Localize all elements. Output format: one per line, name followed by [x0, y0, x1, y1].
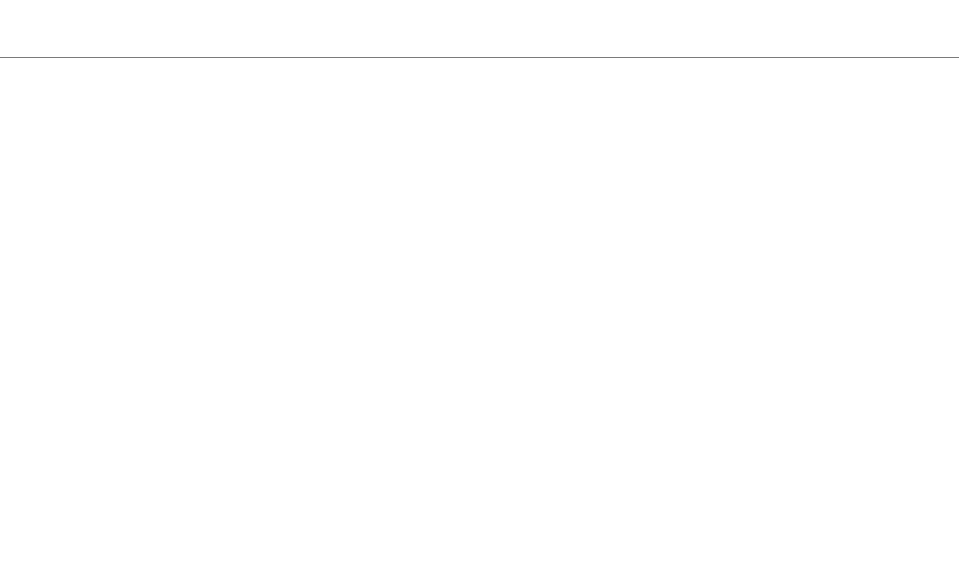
document-header [0, 0, 959, 64]
header-divider [0, 57, 959, 58]
